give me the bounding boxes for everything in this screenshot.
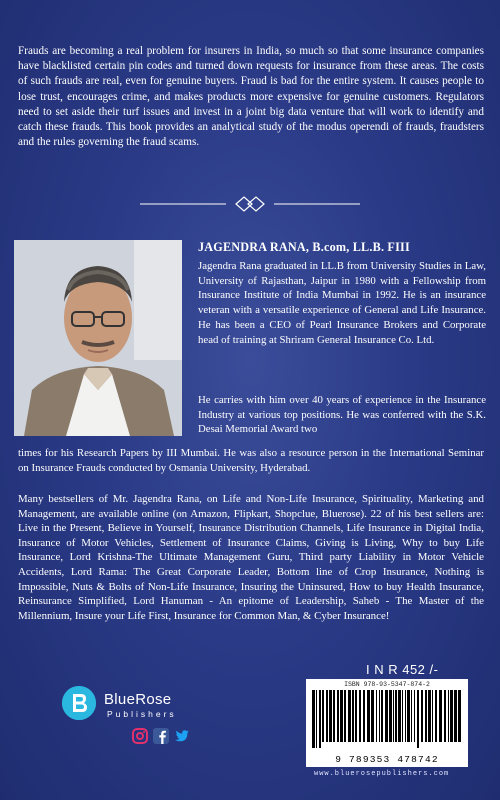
barcode-bar xyxy=(340,690,343,742)
barcode-bar xyxy=(316,690,317,748)
price-label: I N R 452 /- xyxy=(366,662,439,677)
author-bio-1: Jagendra Rana graduated in LL.B from University Studies in Law, University of Rajasthan, Jaipur in 1980 with a Fellowship from Insurance Institute of India Mumbai in 1992. He is an insurance veteran with a versatile experience of General and Life Insurance. He has been a CEO of Pearl Insurance Brokers and Corporate head of training at Shriram General Insurance Co. Ltd. xyxy=(198,260,486,346)
blurb-text: Frauds are becoming a real problem for insurers in India, so much so that some insurance companies have blacklisted certain pin codes and turned down requests for insurance from these areas. The costs of such frauds are real, even for genuine buyers. Fraud is bad for the entire system. It causes people to lose trust, encourages crime, and makes products more expensive for genuine customers. Regulators need to set aside their turf issues and invest in a joint big data venture that will work to identify and catch these frauds. This book provides an analytical study of the modus operendi of frauds, fraudsters and the rules governing the fraud scams. xyxy=(18,45,484,149)
barcode-bar xyxy=(385,690,388,742)
barcode-bar xyxy=(333,690,335,742)
publisher-website: www.bluerosepublishers.com xyxy=(314,770,450,778)
barcode-bar xyxy=(329,690,332,742)
social-icons xyxy=(132,728,190,744)
barcode-bar xyxy=(414,690,415,742)
barcode-bar xyxy=(389,690,392,742)
isbn-barcode xyxy=(306,679,468,767)
author-bio-3: times for his Research Papers by III Mumbai. He was also a resource person in the International Seminar on Insurance Frauds conducted by Osmania University, Hyderabad. xyxy=(18,447,484,474)
author-name: JAGENDRA RANA, B.com, LL.B. FIII xyxy=(198,240,410,254)
barcode-bar xyxy=(376,690,377,742)
barcode-bar xyxy=(312,690,315,748)
barcode-bar xyxy=(359,690,361,742)
author-bio-2: He carries with him over 40 years of experience in the Insurance Industry at various top positions. He was conferred with the S.K. Desai Memorial Award two xyxy=(198,394,486,436)
barcode-bar xyxy=(319,690,321,748)
barcode-bar xyxy=(371,690,374,742)
barcode-bar xyxy=(348,690,351,742)
barcode-bar xyxy=(379,690,380,742)
barcode-bar xyxy=(444,690,446,742)
barcode-bar xyxy=(435,690,437,742)
barcode-bar xyxy=(352,690,354,742)
isbn-digits: 9 789353 478742 xyxy=(335,754,439,765)
barcode-bar xyxy=(322,690,324,742)
ornament-divider xyxy=(140,194,360,214)
barcode-bar xyxy=(402,690,403,742)
barcode-bar xyxy=(421,690,423,742)
barcode-bar xyxy=(439,690,442,742)
barcode-bar xyxy=(417,690,419,748)
barcode-bar xyxy=(428,690,431,742)
barcode-bar xyxy=(367,690,370,742)
barcode-bar xyxy=(381,690,383,742)
publisher-subtitle: Publishers xyxy=(107,709,177,719)
barcode-bar xyxy=(395,690,397,742)
barcode-bar xyxy=(363,690,365,742)
barcode-bar xyxy=(411,690,412,742)
barcode-bar xyxy=(450,690,453,742)
barcode-bar xyxy=(454,690,457,742)
barcode-bar xyxy=(337,690,339,742)
barcode-bar xyxy=(425,690,427,742)
barcode-bar xyxy=(393,690,394,742)
publisher-name: BlueRose xyxy=(104,691,172,708)
barcode-bar xyxy=(398,690,401,742)
twitter-icon xyxy=(174,728,190,744)
barcode-bar xyxy=(432,690,433,742)
barcode-icon xyxy=(310,690,464,748)
isbn-label: ISBN 978-93-5347-874-2 xyxy=(344,681,430,688)
barcode-bar xyxy=(458,690,461,742)
barcode-bar xyxy=(344,690,346,742)
author-photo xyxy=(14,240,182,436)
books-list: Many bestsellers of Mr. Jagendra Rana, on Life and Non-Life Insurance, Spirituality, Marketing and Management, are available online (on Amazon, Flipkart, Shopclue, Bluerose). 22 of his best sellers are: Live in the Present, Believe in Yourself, Insurance Distribution Channels, Life Insurance in Digital India, Insurance of Motor Vehicles, Settlement of Insurance Claims, Giving is Living, Why to buy Life Insurance, Lord Krishna-The Ultimate Management Guru, Third party Liability in Motor Vehicle Accidents, Lord Rama: The Great Corporate Leader, Bottom line of Crop Insurance, Nothing is Impossible, Nuts & Bolts of Non-Life Insurance, Insuring the Uninsured, How to buy Health Insurance, Reinsurance Simplified, Lord Hanuman - An epitome of Leadership, Saheb - The Master of the Millennium, Insure your Life First, Insurance for Common Man, & Cyber Insurance! xyxy=(18,493,484,622)
facebook-icon xyxy=(153,728,169,744)
barcode-bar xyxy=(355,690,357,742)
barcode-bar xyxy=(326,690,328,742)
barcode-bar xyxy=(448,690,449,742)
barcode-bar xyxy=(405,690,406,742)
instagram-icon xyxy=(132,728,148,744)
bluerose-logo-icon xyxy=(62,686,96,720)
barcode-bar xyxy=(407,690,410,742)
